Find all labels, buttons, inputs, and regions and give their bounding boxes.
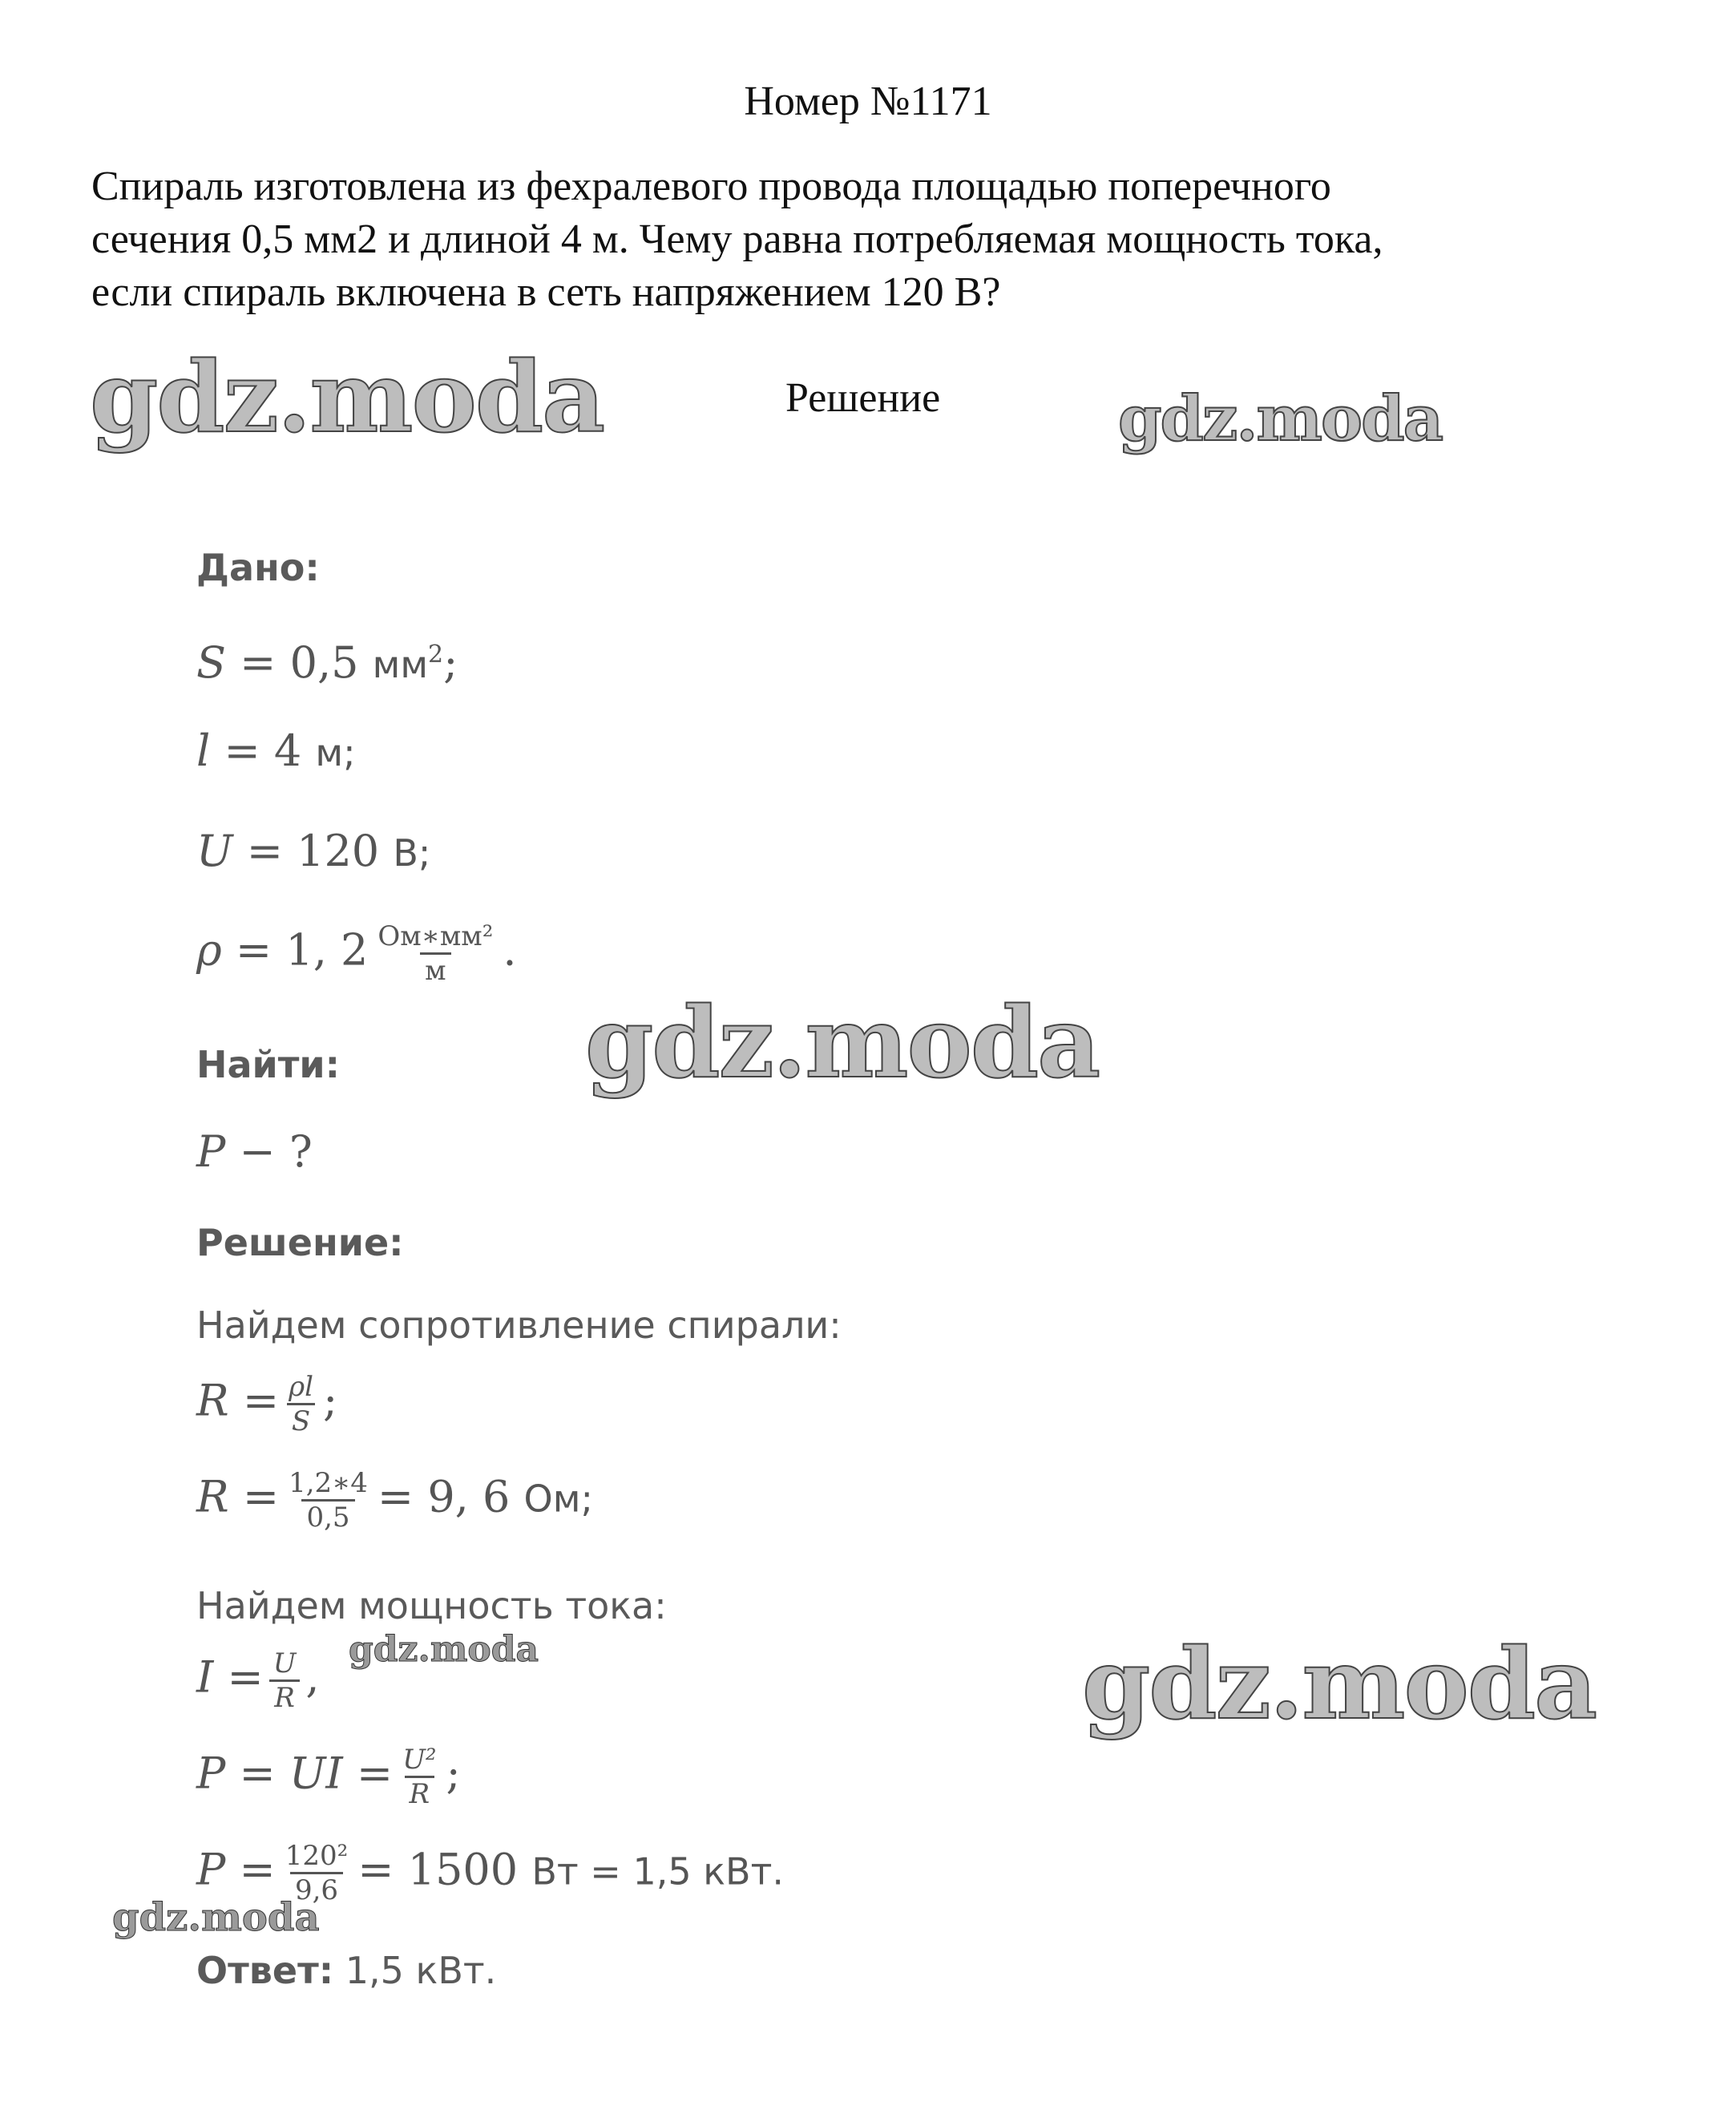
calc-resistance: R = $\frac{1,2∗4}{0,5}$ = 9, 6 Ом; (196, 1467, 593, 1534)
find-power: P − ? (196, 1126, 313, 1177)
given-resistivity: ρ = 1, 2 $\frac{\text{Ом∗мм²}}{м}$ . (196, 920, 517, 987)
problem-line: если спираль включена в сеть напряжением 120 В? (91, 269, 1001, 315)
problem-line: сечения 0,5 мм2 и длиной 4 м. Чему равна потребляемая мощность тока, (91, 216, 1383, 262)
given-label: Дано: (196, 546, 320, 589)
page-title: Номер №1171 (744, 79, 992, 124)
watermark-small-inline: gdz.moda (349, 1629, 539, 1670)
answer (196, 1948, 496, 1993)
fraction: $\frac{\text{120²}}{9,6}$ (285, 1840, 349, 1906)
fraction: $\frac{1,2∗4}{0,5}$ (289, 1467, 368, 1534)
fraction: $\frac{\rho l}{S}$ (284, 1371, 318, 1437)
watermark-top-right: gdz.moda (1118, 382, 1443, 455)
answer-value: 1,5 кВт. (345, 1949, 497, 1992)
watermark-top-left: gdz.moda (90, 339, 604, 455)
fraction: $\frac{\text{Ом∗мм²}}{м}$ (377, 920, 494, 987)
watermark-right: gdz.moda (1082, 1626, 1597, 1741)
watermark-middle: gdz.moda (585, 984, 1100, 1100)
given-voltage: U = 120 В; (196, 826, 431, 876)
problem-statement (91, 160, 1662, 319)
solution-label: Решение: (196, 1221, 404, 1264)
step-resistance: Найдем сопротивление спирали: (196, 1304, 842, 1347)
find-label: Найти: (196, 1043, 341, 1086)
fraction: $\frac{\text{U²}}{R}$ (402, 1744, 437, 1810)
solution-heading: Решение (785, 375, 941, 421)
formula-power: P = UI = $\frac{\text{U²}}{R}$ ; (196, 1744, 461, 1810)
watermark-small-bottom-left: gdz.moda (112, 1895, 320, 1940)
step-power: Найдем мощность тока: (196, 1584, 667, 1627)
fraction: $\frac{U}{R}$ (268, 1647, 301, 1714)
formula-resistance: R = $\frac{\rho l}{S}$ ; (196, 1371, 338, 1437)
problem-line: Спираль изготовлена из фехралевого провода площадью поперечного (91, 164, 1331, 209)
formula-current: I = $\frac{U}{R}$ , (196, 1647, 320, 1714)
answer-label: Ответ: (196, 1949, 334, 1992)
given-area: S = 0,5 $мм^2$; (196, 637, 458, 688)
calc-power: P = $\frac{\text{120²}}{9,6}$ = 1500 Вт = 1,5 кВт. (196, 1840, 784, 1906)
given-length: l = 4 м; (196, 726, 356, 776)
